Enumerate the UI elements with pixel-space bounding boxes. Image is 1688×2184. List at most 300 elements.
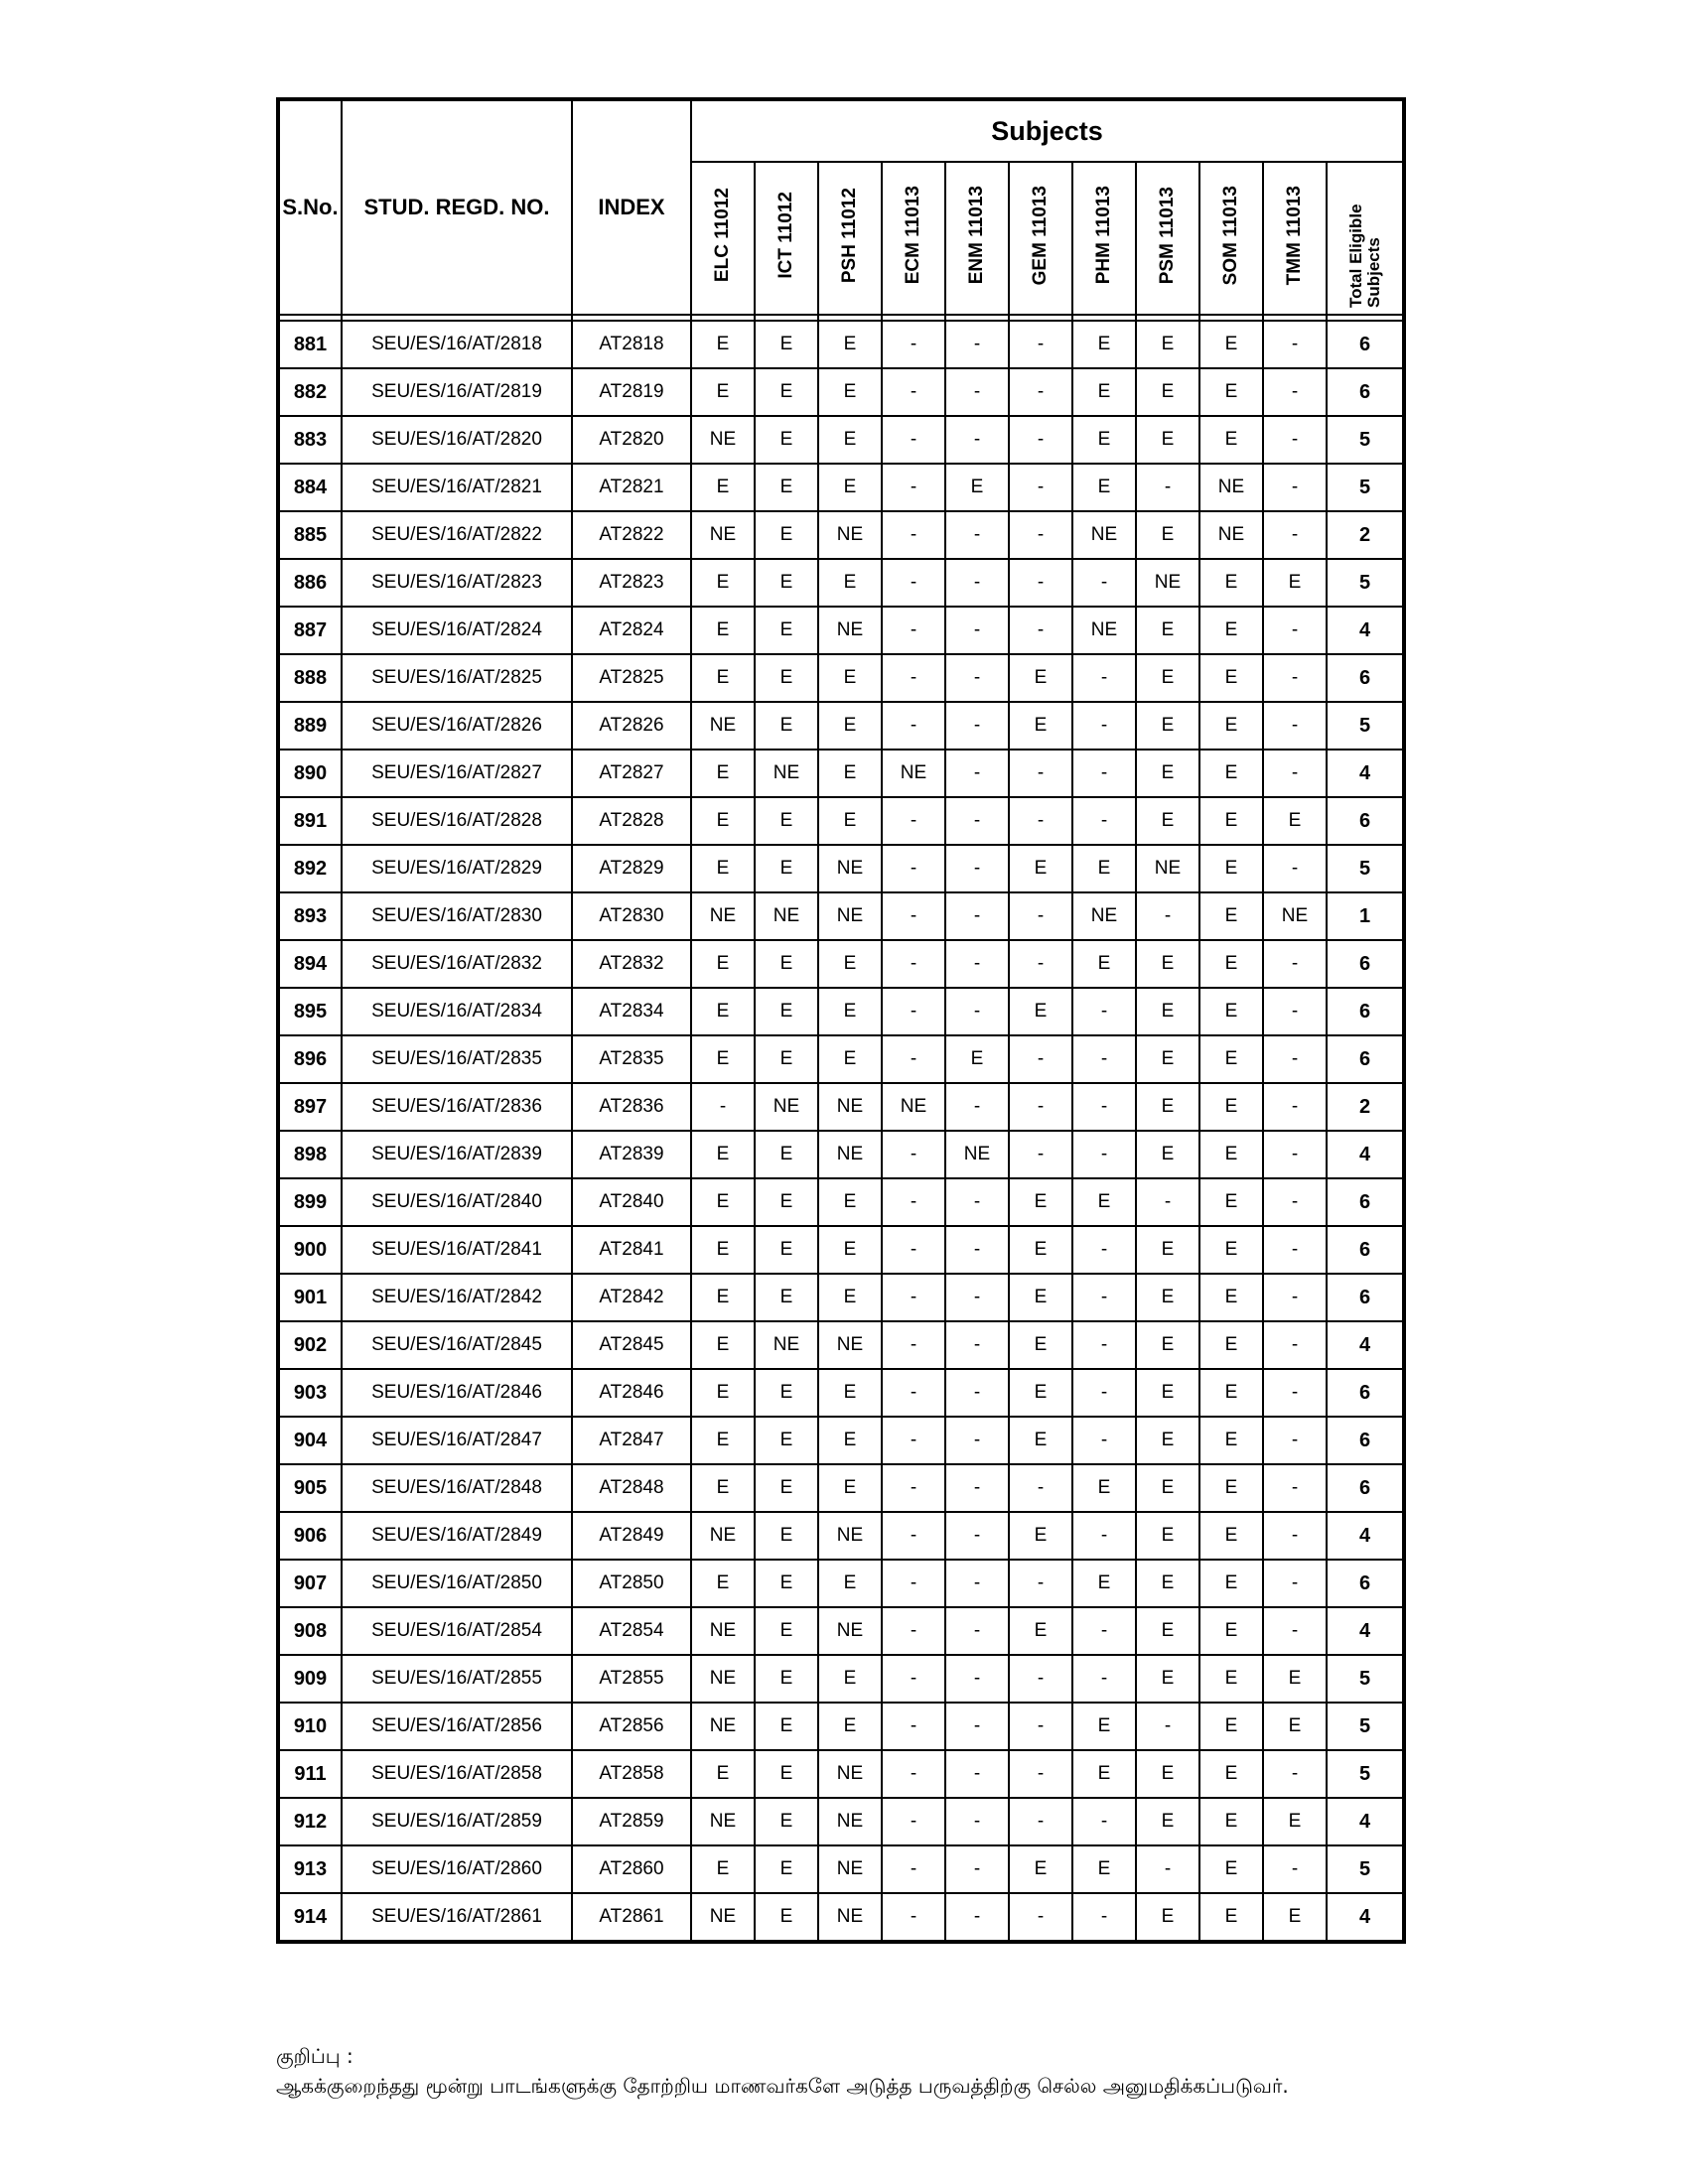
cell-subject-status: - [1072, 1607, 1136, 1655]
cell-subject-status: - [882, 1178, 945, 1226]
subject-header-psh-11012 [818, 162, 882, 315]
cell-subject-status: - [1072, 559, 1136, 607]
cell-subject-status: - [945, 750, 1009, 797]
cell-subject-status: E [818, 1417, 882, 1464]
cell-subject-status: E [755, 1417, 818, 1464]
cell-subject-status: E [1263, 1703, 1327, 1750]
cell-subject-status: E [818, 1560, 882, 1607]
cell-subject-status: - [1009, 321, 1072, 368]
cell-subject-status: - [1263, 511, 1327, 559]
subject-code: ECM 11013 [903, 186, 924, 285]
cell-regd-no: SEU/ES/16/AT/2835 [342, 1035, 572, 1083]
subject-code: PHM 11013 [1093, 186, 1115, 285]
cell-regd-no: SEU/ES/16/AT/2847 [342, 1417, 572, 1464]
cell-subject-status: - [945, 1512, 1009, 1560]
cell-subject-status: - [882, 1321, 945, 1369]
cell-subject-status: - [882, 988, 945, 1035]
cell-sno: 905 [278, 1464, 342, 1512]
cell-subject-status: NE [818, 607, 882, 654]
cell-subject-status: NE [691, 1893, 755, 1942]
cell-total: 6 [1327, 654, 1404, 702]
table-row [278, 750, 1404, 797]
cell-index: AT2828 [572, 797, 691, 845]
cell-subject-status: - [882, 1369, 945, 1417]
cell-subject-status: - [1009, 1893, 1072, 1942]
cell-regd-no: SEU/ES/16/AT/2824 [342, 607, 572, 654]
cell-sno: 892 [278, 845, 342, 892]
cell-subject-status: E [1009, 1226, 1072, 1274]
table-row [278, 1750, 1404, 1798]
cell-subject-status: NE [1199, 511, 1263, 559]
cell-subject-status: - [945, 797, 1009, 845]
cell-subject-status: E [755, 702, 818, 750]
cell-index: AT2854 [572, 1607, 691, 1655]
cell-subject-status: - [882, 1750, 945, 1798]
cell-subject-status: E [1072, 416, 1136, 464]
cell-subject-status: NE [882, 750, 945, 797]
table-row [278, 654, 1404, 702]
cell-index: AT2819 [572, 368, 691, 416]
cell-subject-status: E [755, 321, 818, 368]
cell-subject-status: - [945, 1893, 1009, 1942]
cell-sno: 891 [278, 797, 342, 845]
cell-regd-no: SEU/ES/16/AT/2825 [342, 654, 572, 702]
cell-sno: 902 [278, 1321, 342, 1369]
cell-total: 6 [1327, 1226, 1404, 1274]
cell-regd-no: SEU/ES/16/AT/2829 [342, 845, 572, 892]
cell-sno: 901 [278, 1274, 342, 1321]
cell-regd-no: SEU/ES/16/AT/2861 [342, 1893, 572, 1942]
cell-subject-status: E [1072, 1703, 1136, 1750]
cell-subject-status: E [1263, 559, 1327, 607]
cell-subject-status: E [1072, 1845, 1136, 1893]
footnote [276, 2041, 1289, 2101]
cell-subject-status: - [1263, 607, 1327, 654]
cell-subject-status: - [882, 702, 945, 750]
cell-subject-status: E [1199, 1750, 1263, 1798]
header-index: INDEX [572, 99, 691, 315]
cell-index: AT2823 [572, 559, 691, 607]
cell-subject-status: - [945, 511, 1009, 559]
cell-subject-status: E [1136, 702, 1199, 750]
cell-subject-status: - [882, 1226, 945, 1274]
cell-subject-status: E [755, 1560, 818, 1607]
cell-sno: 894 [278, 940, 342, 988]
table-row [278, 416, 1404, 464]
cell-subject-status: E [1136, 988, 1199, 1035]
cell-subject-status: - [945, 845, 1009, 892]
cell-subject-status: E [1072, 845, 1136, 892]
table-row [278, 1417, 1404, 1464]
cell-subject-status: - [1263, 1417, 1327, 1464]
cell-subject-status: E [755, 1464, 818, 1512]
cell-subject-status: NE [818, 1750, 882, 1798]
cell-subject-status: - [882, 1845, 945, 1893]
cell-subject-status: E [1199, 368, 1263, 416]
cell-subject-status: NE [818, 1083, 882, 1131]
cell-subject-status: - [1263, 321, 1327, 368]
table-row [278, 464, 1404, 511]
cell-subject-status: NE [1199, 464, 1263, 511]
cell-sno: 910 [278, 1703, 342, 1750]
cell-subject-status: - [1072, 1131, 1136, 1178]
cell-regd-no: SEU/ES/16/AT/2854 [342, 1607, 572, 1655]
cell-total: 4 [1327, 1893, 1404, 1942]
cell-subject-status: E [691, 1750, 755, 1798]
table-row [278, 1369, 1404, 1417]
subject-header-gem-11013 [1009, 162, 1072, 315]
cell-index: AT2848 [572, 1464, 691, 1512]
cell-subject-status: - [882, 1274, 945, 1321]
cell-index: AT2834 [572, 988, 691, 1035]
cell-sno: 886 [278, 559, 342, 607]
cell-subject-status: - [1009, 1798, 1072, 1845]
cell-index: AT2845 [572, 1321, 691, 1369]
cell-subject-status: NE [818, 845, 882, 892]
cell-total: 6 [1327, 797, 1404, 845]
cell-subject-status: E [755, 1131, 818, 1178]
cell-index: AT2824 [572, 607, 691, 654]
cell-subject-status: E [818, 1274, 882, 1321]
cell-regd-no: SEU/ES/16/AT/2859 [342, 1798, 572, 1845]
cell-index: AT2856 [572, 1703, 691, 1750]
cell-subject-status: E [1199, 1178, 1263, 1226]
cell-subject-status: - [1009, 1083, 1072, 1131]
cell-subject-status: E [691, 1464, 755, 1512]
cell-subject-status: - [945, 416, 1009, 464]
cell-subject-status: E [1199, 1417, 1263, 1464]
cell-subject-status: E [1199, 892, 1263, 940]
cell-total: 4 [1327, 1607, 1404, 1655]
cell-subject-status: - [882, 1655, 945, 1703]
cell-subject-status: - [1009, 1131, 1072, 1178]
cell-regd-no: SEU/ES/16/AT/2855 [342, 1655, 572, 1703]
cell-subject-status: - [1009, 1703, 1072, 1750]
cell-subject-status: E [1009, 845, 1072, 892]
cell-regd-no: SEU/ES/16/AT/2827 [342, 750, 572, 797]
cell-subject-status: E [755, 1845, 818, 1893]
cell-subject-status: - [1263, 1035, 1327, 1083]
subject-code: PSM 11013 [1157, 186, 1179, 285]
cell-subject-status: - [945, 1798, 1009, 1845]
cell-subject-status: - [1072, 1369, 1136, 1417]
cell-subject-status: E [1136, 368, 1199, 416]
cell-subject-status: E [755, 1655, 818, 1703]
cell-subject-status: E [755, 416, 818, 464]
cell-subject-status: - [1072, 1274, 1136, 1321]
cell-subject-status: E [818, 1035, 882, 1083]
cell-subject-status: E [1136, 1321, 1199, 1369]
cell-subject-status: E [945, 1035, 1009, 1083]
cell-subject-status: NE [818, 1798, 882, 1845]
cell-subject-status: E [1009, 1321, 1072, 1369]
cell-subject-status: - [882, 1607, 945, 1655]
cell-index: AT2859 [572, 1798, 691, 1845]
subject-header-elc-11012 [691, 162, 755, 315]
cell-subject-status: NE [755, 750, 818, 797]
cell-sno: 903 [278, 1369, 342, 1417]
cell-subject-status: - [945, 654, 1009, 702]
total-eligible-label: Total Eligible Subjects [1345, 204, 1383, 308]
cell-regd-no: SEU/ES/16/AT/2840 [342, 1178, 572, 1226]
cell-subject-status: - [1072, 750, 1136, 797]
cell-subject-status: - [1072, 1321, 1136, 1369]
cell-subject-status: NE [1072, 892, 1136, 940]
table-row [278, 702, 1404, 750]
cell-subject-status: E [755, 1369, 818, 1417]
cell-total: 5 [1327, 416, 1404, 464]
table-row [278, 559, 1404, 607]
cell-index: AT2842 [572, 1274, 691, 1321]
cell-subject-status: E [1199, 1369, 1263, 1417]
cell-subject-status: E [691, 750, 755, 797]
cell-regd-no: SEU/ES/16/AT/2819 [342, 368, 572, 416]
cell-sno: 898 [278, 1131, 342, 1178]
cell-regd-no: SEU/ES/16/AT/2823 [342, 559, 572, 607]
cell-subject-status: E [755, 368, 818, 416]
cell-index: AT2835 [572, 1035, 691, 1083]
cell-index: AT2847 [572, 1417, 691, 1464]
subject-header-psm-11013 [1136, 162, 1199, 315]
cell-subject-status: - [1072, 797, 1136, 845]
cell-subject-status: E [1199, 321, 1263, 368]
subject-code: ENM 11013 [966, 186, 988, 285]
cell-subject-status: NE [1072, 607, 1136, 654]
cell-subject-status: E [818, 654, 882, 702]
cell-subject-status: E [691, 559, 755, 607]
cell-total: 5 [1327, 702, 1404, 750]
cell-subject-status: E [1199, 654, 1263, 702]
cell-subject-status: NE [1136, 559, 1199, 607]
cell-sno: 904 [278, 1417, 342, 1464]
cell-index: AT2855 [572, 1655, 691, 1703]
cell-subject-status: E [1199, 1655, 1263, 1703]
subject-header-ict-11012 [755, 162, 818, 315]
cell-sno: 882 [278, 368, 342, 416]
cell-index: AT2821 [572, 464, 691, 511]
cell-regd-no: SEU/ES/16/AT/2821 [342, 464, 572, 511]
cell-subject-status: - [1072, 1798, 1136, 1845]
cell-subject-status: - [1072, 702, 1136, 750]
table-row [278, 1274, 1404, 1321]
cell-total: 1 [1327, 892, 1404, 940]
cell-total: 5 [1327, 845, 1404, 892]
cell-subject-status: E [691, 607, 755, 654]
cell-subject-status: E [755, 1893, 818, 1942]
cell-subject-status: E [1072, 368, 1136, 416]
cell-subject-status: E [1199, 845, 1263, 892]
cell-total: 6 [1327, 1560, 1404, 1607]
cell-subject-status: E [818, 1655, 882, 1703]
cell-subject-status: NE [691, 1655, 755, 1703]
cell-subject-status: NE [691, 1607, 755, 1655]
cell-subject-status: - [945, 1464, 1009, 1512]
cell-subject-status: NE [818, 892, 882, 940]
cell-total: 6 [1327, 1274, 1404, 1321]
cell-index: AT2829 [572, 845, 691, 892]
cell-subject-status: - [945, 368, 1009, 416]
table-row [278, 321, 1404, 368]
cell-sno: 897 [278, 1083, 342, 1131]
note-label: குறிப்பு : [276, 2044, 353, 2068]
cell-subject-status: - [1263, 1274, 1327, 1321]
cell-sno: 884 [278, 464, 342, 511]
cell-subject-status: E [1199, 1035, 1263, 1083]
cell-subject-status: E [1199, 1083, 1263, 1131]
cell-subject-status: E [1009, 654, 1072, 702]
cell-subject-status: E [1009, 1369, 1072, 1417]
cell-subject-status: - [1263, 988, 1327, 1035]
cell-sno: 913 [278, 1845, 342, 1893]
cell-subject-status: E [691, 321, 755, 368]
cell-subject-status: E [1199, 702, 1263, 750]
table-row [278, 1845, 1404, 1893]
cell-index: AT2849 [572, 1512, 691, 1560]
table-body [278, 321, 1404, 1942]
cell-subject-status: E [1009, 1845, 1072, 1893]
cell-subject-status: E [691, 1226, 755, 1274]
cell-subject-status: - [1072, 1417, 1136, 1464]
cell-subject-status: E [1072, 1464, 1136, 1512]
cell-sno: 908 [278, 1607, 342, 1655]
cell-subject-status: E [691, 940, 755, 988]
eligibility-sheet [276, 97, 1402, 1944]
header-total-eligible [1327, 162, 1404, 315]
cell-total: 4 [1327, 1131, 1404, 1178]
cell-subject-status: NE [691, 1703, 755, 1750]
table-row [278, 1798, 1404, 1845]
cell-index: AT2860 [572, 1845, 691, 1893]
cell-subject-status: - [1009, 368, 1072, 416]
cell-subject-status: - [945, 1369, 1009, 1417]
cell-sno: 881 [278, 321, 342, 368]
cell-subject-status: - [945, 1321, 1009, 1369]
cell-regd-no: SEU/ES/16/AT/2860 [342, 1845, 572, 1893]
cell-subject-status: - [1009, 892, 1072, 940]
cell-subject-status: NE [818, 1512, 882, 1560]
cell-total: 4 [1327, 607, 1404, 654]
cell-subject-status: E [818, 464, 882, 511]
cell-subject-status: - [945, 702, 1009, 750]
cell-sno: 914 [278, 1893, 342, 1942]
subject-header-enm-11013 [945, 162, 1009, 315]
cell-subject-status: E [691, 464, 755, 511]
cell-index: AT2818 [572, 321, 691, 368]
cell-subject-status: - [1263, 702, 1327, 750]
cell-subject-status: E [1199, 1131, 1263, 1178]
cell-subject-status: E [1199, 559, 1263, 607]
cell-subject-status: NE [818, 1893, 882, 1942]
table-row [278, 1703, 1404, 1750]
cell-subject-status: - [1263, 1512, 1327, 1560]
cell-subject-status: E [691, 654, 755, 702]
cell-regd-no: SEU/ES/16/AT/2830 [342, 892, 572, 940]
cell-sno: 890 [278, 750, 342, 797]
table-row [278, 1321, 1404, 1369]
cell-regd-no: SEU/ES/16/AT/2850 [342, 1560, 572, 1607]
cell-subject-status: - [1009, 1560, 1072, 1607]
cell-subject-status: E [1009, 988, 1072, 1035]
cell-subject-status: - [1263, 368, 1327, 416]
cell-subject-status: - [1263, 1607, 1327, 1655]
cell-total: 6 [1327, 1369, 1404, 1417]
table-row [278, 988, 1404, 1035]
cell-subject-status: E [755, 1607, 818, 1655]
cell-sno: 899 [278, 1178, 342, 1226]
table-row [278, 368, 1404, 416]
cell-sno: 889 [278, 702, 342, 750]
cell-subject-status: E [1136, 940, 1199, 988]
cell-subject-status: - [1263, 845, 1327, 892]
cell-subject-status: E [1136, 607, 1199, 654]
cell-subject-status: E [1136, 1274, 1199, 1321]
subject-header-tmm-11013 [1263, 162, 1327, 315]
cell-subject-status: - [1009, 1035, 1072, 1083]
cell-subject-status: E [691, 1845, 755, 1893]
cell-subject-status: - [1263, 1464, 1327, 1512]
cell-subject-status: E [1072, 464, 1136, 511]
cell-regd-no: SEU/ES/16/AT/2841 [342, 1226, 572, 1274]
cell-regd-no: SEU/ES/16/AT/2842 [342, 1274, 572, 1321]
cell-subject-status: - [1263, 1750, 1327, 1798]
cell-subject-status: - [882, 1417, 945, 1464]
cell-subject-status: - [1136, 1703, 1199, 1750]
cell-subject-status: E [818, 1178, 882, 1226]
cell-subject-status: E [945, 464, 1009, 511]
cell-regd-no: SEU/ES/16/AT/2839 [342, 1131, 572, 1178]
cell-subject-status: - [1009, 607, 1072, 654]
cell-subject-status: - [882, 464, 945, 511]
cell-subject-status: E [1136, 321, 1199, 368]
cell-subject-status: E [1136, 511, 1199, 559]
subject-code: ELC 11012 [712, 188, 734, 283]
header-sno: S.No. [278, 99, 342, 315]
cell-subject-status: E [755, 559, 818, 607]
cell-subject-status: - [1009, 940, 1072, 988]
cell-subject-status: - [1072, 1035, 1136, 1083]
cell-total: 6 [1327, 988, 1404, 1035]
cell-subject-status: E [818, 1703, 882, 1750]
cell-total: 5 [1327, 464, 1404, 511]
cell-subject-status: NE [1263, 892, 1327, 940]
table-row [278, 845, 1404, 892]
cell-subject-status: - [945, 940, 1009, 988]
cell-subject-status: - [882, 368, 945, 416]
cell-subject-status: - [882, 892, 945, 940]
cell-total: 6 [1327, 1178, 1404, 1226]
cell-subject-status: E [1009, 1512, 1072, 1560]
cell-subject-status: - [882, 1131, 945, 1178]
cell-subject-status: E [1009, 1178, 1072, 1226]
cell-subject-status: - [1009, 464, 1072, 511]
cell-subject-status: - [1136, 1178, 1199, 1226]
cell-subject-status: E [818, 750, 882, 797]
cell-subject-status: NE [691, 1798, 755, 1845]
table-row [278, 1893, 1404, 1942]
cell-total: 6 [1327, 368, 1404, 416]
cell-index: AT2825 [572, 654, 691, 702]
cell-subject-status: NE [818, 1607, 882, 1655]
cell-subject-status: - [945, 1750, 1009, 1798]
table-row [278, 892, 1404, 940]
cell-subject-status: - [882, 845, 945, 892]
cell-regd-no: SEU/ES/16/AT/2836 [342, 1083, 572, 1131]
cell-subject-status: - [945, 892, 1009, 940]
cell-total: 2 [1327, 1083, 1404, 1131]
cell-subject-status: E [1136, 797, 1199, 845]
cell-subject-status: - [882, 416, 945, 464]
cell-subject-status: E [691, 988, 755, 1035]
